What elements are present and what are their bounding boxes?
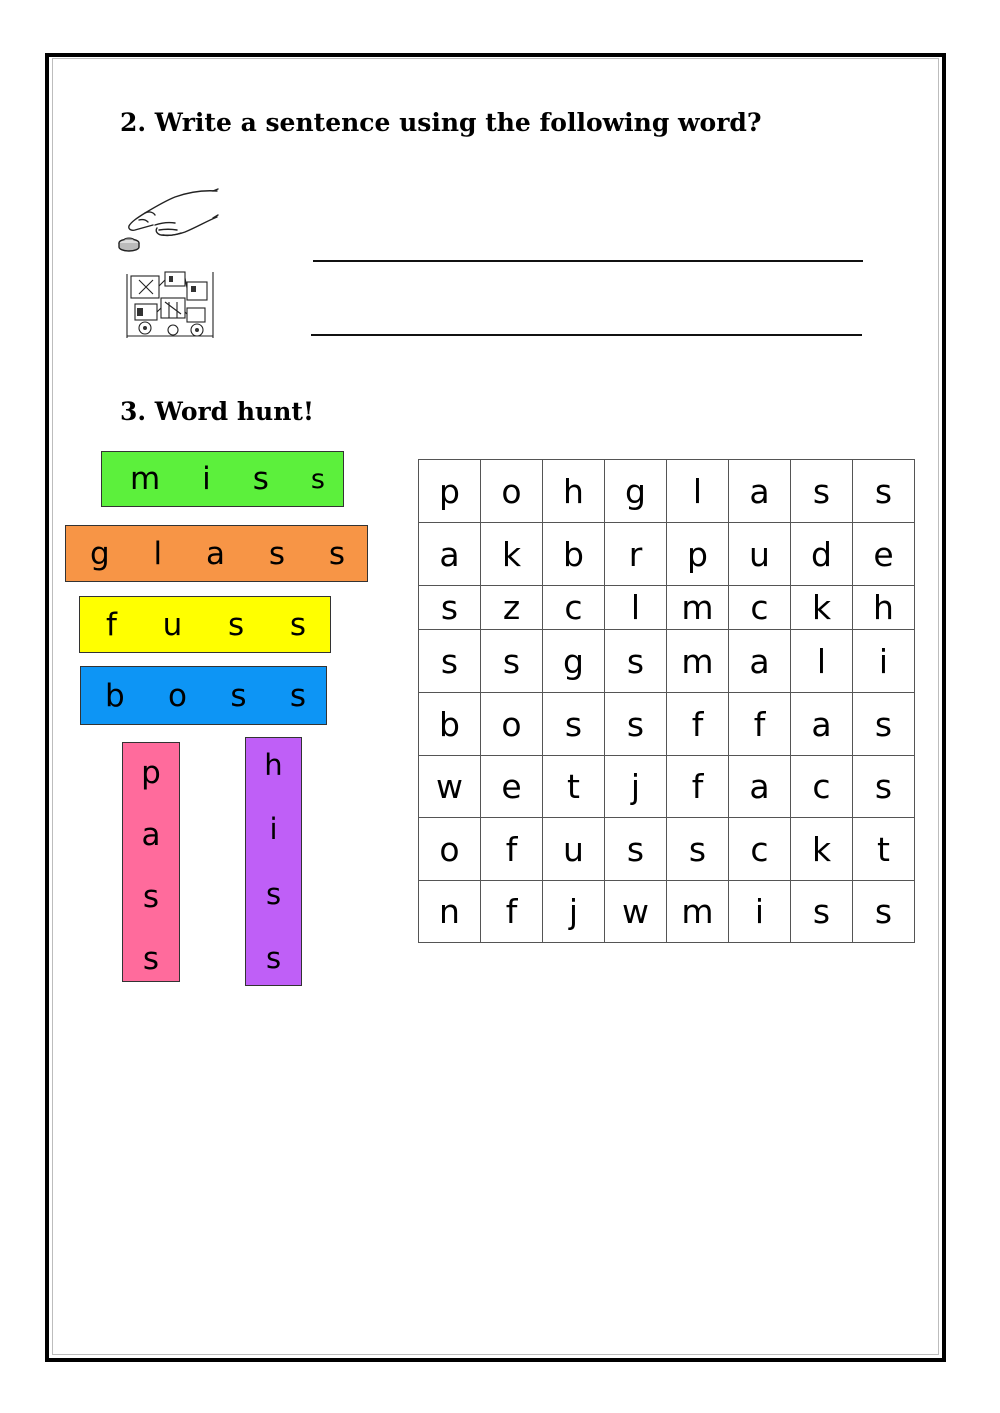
grid-cell[interactable]: s	[667, 818, 729, 881]
grid-cell[interactable]: s	[605, 630, 667, 693]
grid-cell[interactable]: u	[729, 523, 791, 586]
grid-cell[interactable]: a	[729, 630, 791, 693]
grid-row	[419, 523, 915, 586]
grid-cell[interactable]: s	[419, 586, 481, 630]
grid-cell[interactable]: g	[605, 460, 667, 523]
tile-letter: s	[227, 606, 245, 643]
tile-letter: s	[265, 876, 282, 911]
grid-row	[419, 460, 915, 523]
grid-cell[interactable]: m	[667, 881, 729, 943]
tile-letter: b	[105, 677, 125, 714]
grid-cell[interactable]: s	[791, 881, 853, 943]
grid-cell[interactable]: p	[667, 523, 729, 586]
grid-cell[interactable]: o	[481, 693, 543, 756]
grid-cell[interactable]: h	[543, 460, 605, 523]
grid-cell[interactable]: i	[853, 630, 915, 693]
grid-row	[419, 818, 915, 881]
grid-cell[interactable]: r	[605, 523, 667, 586]
grid-cell[interactable]: s	[605, 693, 667, 756]
word-tile-hiss	[245, 737, 302, 986]
grid-cell[interactable]: g	[543, 630, 605, 693]
grid-row	[419, 756, 915, 818]
busy-machine-picture	[125, 268, 215, 340]
question-2-title: 2. Write a sentence using the following word?	[120, 108, 762, 137]
grid-cell[interactable]: s	[853, 693, 915, 756]
grid-cell[interactable]: u	[543, 818, 605, 881]
tile-letter: i	[269, 812, 278, 847]
grid-cell[interactable]: f	[481, 818, 543, 881]
tile-letter: i	[202, 461, 211, 497]
grid-cell[interactable]: f	[481, 881, 543, 943]
grid-cell[interactable]: s	[543, 693, 605, 756]
tile-letter: s	[142, 941, 160, 977]
word-tile-fuss	[79, 596, 331, 653]
grid-cell[interactable]: s	[853, 756, 915, 818]
grid-cell[interactable]: e	[481, 756, 543, 818]
grid-cell[interactable]: c	[729, 818, 791, 881]
tile-letter: m	[130, 461, 161, 497]
grid-cell[interactable]: s	[791, 460, 853, 523]
grid-cell[interactable]: a	[729, 756, 791, 818]
answer-line-2[interactable]	[311, 334, 862, 336]
tile-letter: f	[106, 606, 117, 643]
grid-cell[interactable]: a	[729, 460, 791, 523]
word-search-grid	[418, 459, 915, 943]
word-tile-boss	[80, 666, 327, 725]
grid-cell[interactable]: l	[605, 586, 667, 630]
grid-cell[interactable]: p	[419, 460, 481, 523]
grid-cell[interactable]: l	[667, 460, 729, 523]
grid-cell[interactable]: k	[791, 586, 853, 630]
grid-cell[interactable]: a	[791, 693, 853, 756]
answer-line-1[interactable]	[313, 260, 863, 262]
tile-letter: l	[153, 535, 163, 572]
grid-cell[interactable]: d	[791, 523, 853, 586]
grid-row	[419, 693, 915, 756]
grid-cell[interactable]: s	[605, 818, 667, 881]
tile-letter: h	[264, 748, 283, 782]
tile-letter: a	[141, 817, 161, 853]
grid-cell[interactable]: k	[791, 818, 853, 881]
grid-cell[interactable]: j	[543, 881, 605, 943]
grid-cell[interactable]: z	[481, 586, 543, 630]
grid-cell[interactable]: s	[853, 460, 915, 523]
grid-cell[interactable]: i	[729, 881, 791, 943]
grid-row	[419, 881, 915, 943]
grid-cell[interactable]: a	[419, 523, 481, 586]
grid-cell[interactable]: t	[543, 756, 605, 818]
tile-letter: s	[289, 677, 306, 714]
tile-letter: s	[310, 463, 325, 495]
grid-cell[interactable]: c	[791, 756, 853, 818]
finger-pressing-button-picture	[115, 185, 220, 255]
word-tile-pass	[122, 742, 180, 982]
tile-letter: s	[252, 461, 269, 497]
grid-cell[interactable]: c	[543, 586, 605, 630]
question-3-title: 3. Word hunt!	[120, 397, 314, 426]
grid-cell[interactable]: b	[419, 693, 481, 756]
grid-cell[interactable]: f	[667, 756, 729, 818]
tile-letter: a	[206, 535, 225, 572]
tile-letter: u	[162, 606, 183, 643]
tile-letter: s	[289, 606, 306, 643]
grid-cell[interactable]: h	[853, 586, 915, 630]
word-tile-glass	[65, 525, 368, 582]
word-tile-miss	[101, 451, 344, 507]
tile-letter: s	[142, 879, 160, 915]
tile-letter: s	[265, 940, 282, 975]
tile-letter: o	[168, 677, 187, 714]
grid-cell[interactable]: e	[853, 523, 915, 586]
grid-cell[interactable]: b	[543, 523, 605, 586]
grid-cell[interactable]: w	[419, 756, 481, 818]
grid-cell[interactable]: s	[853, 881, 915, 943]
grid-cell[interactable]: o	[419, 818, 481, 881]
tile-letter: p	[141, 755, 161, 791]
grid-cell[interactable]: m	[667, 630, 729, 693]
grid-cell[interactable]: f	[729, 693, 791, 756]
grid-cell[interactable]: w	[605, 881, 667, 943]
grid-cell[interactable]: n	[419, 881, 481, 943]
tile-letter: s	[268, 535, 285, 572]
grid-row	[419, 630, 915, 693]
grid-cell[interactable]: o	[481, 460, 543, 523]
grid-cell[interactable]: j	[605, 756, 667, 818]
grid-cell[interactable]: c	[729, 586, 791, 630]
grid-cell[interactable]: s	[481, 630, 543, 693]
tile-letter: g	[90, 535, 110, 572]
grid-cell[interactable]: t	[853, 818, 915, 881]
grid-cell[interactable]: f	[667, 693, 729, 756]
grid-cell[interactable]: m	[667, 586, 729, 630]
grid-row	[419, 586, 915, 630]
tile-letter: s	[328, 535, 345, 572]
grid-cell[interactable]: k	[481, 523, 543, 586]
grid-cell[interactable]: s	[419, 630, 481, 693]
grid-cell[interactable]: l	[791, 630, 853, 693]
tile-letter: s	[230, 677, 247, 714]
